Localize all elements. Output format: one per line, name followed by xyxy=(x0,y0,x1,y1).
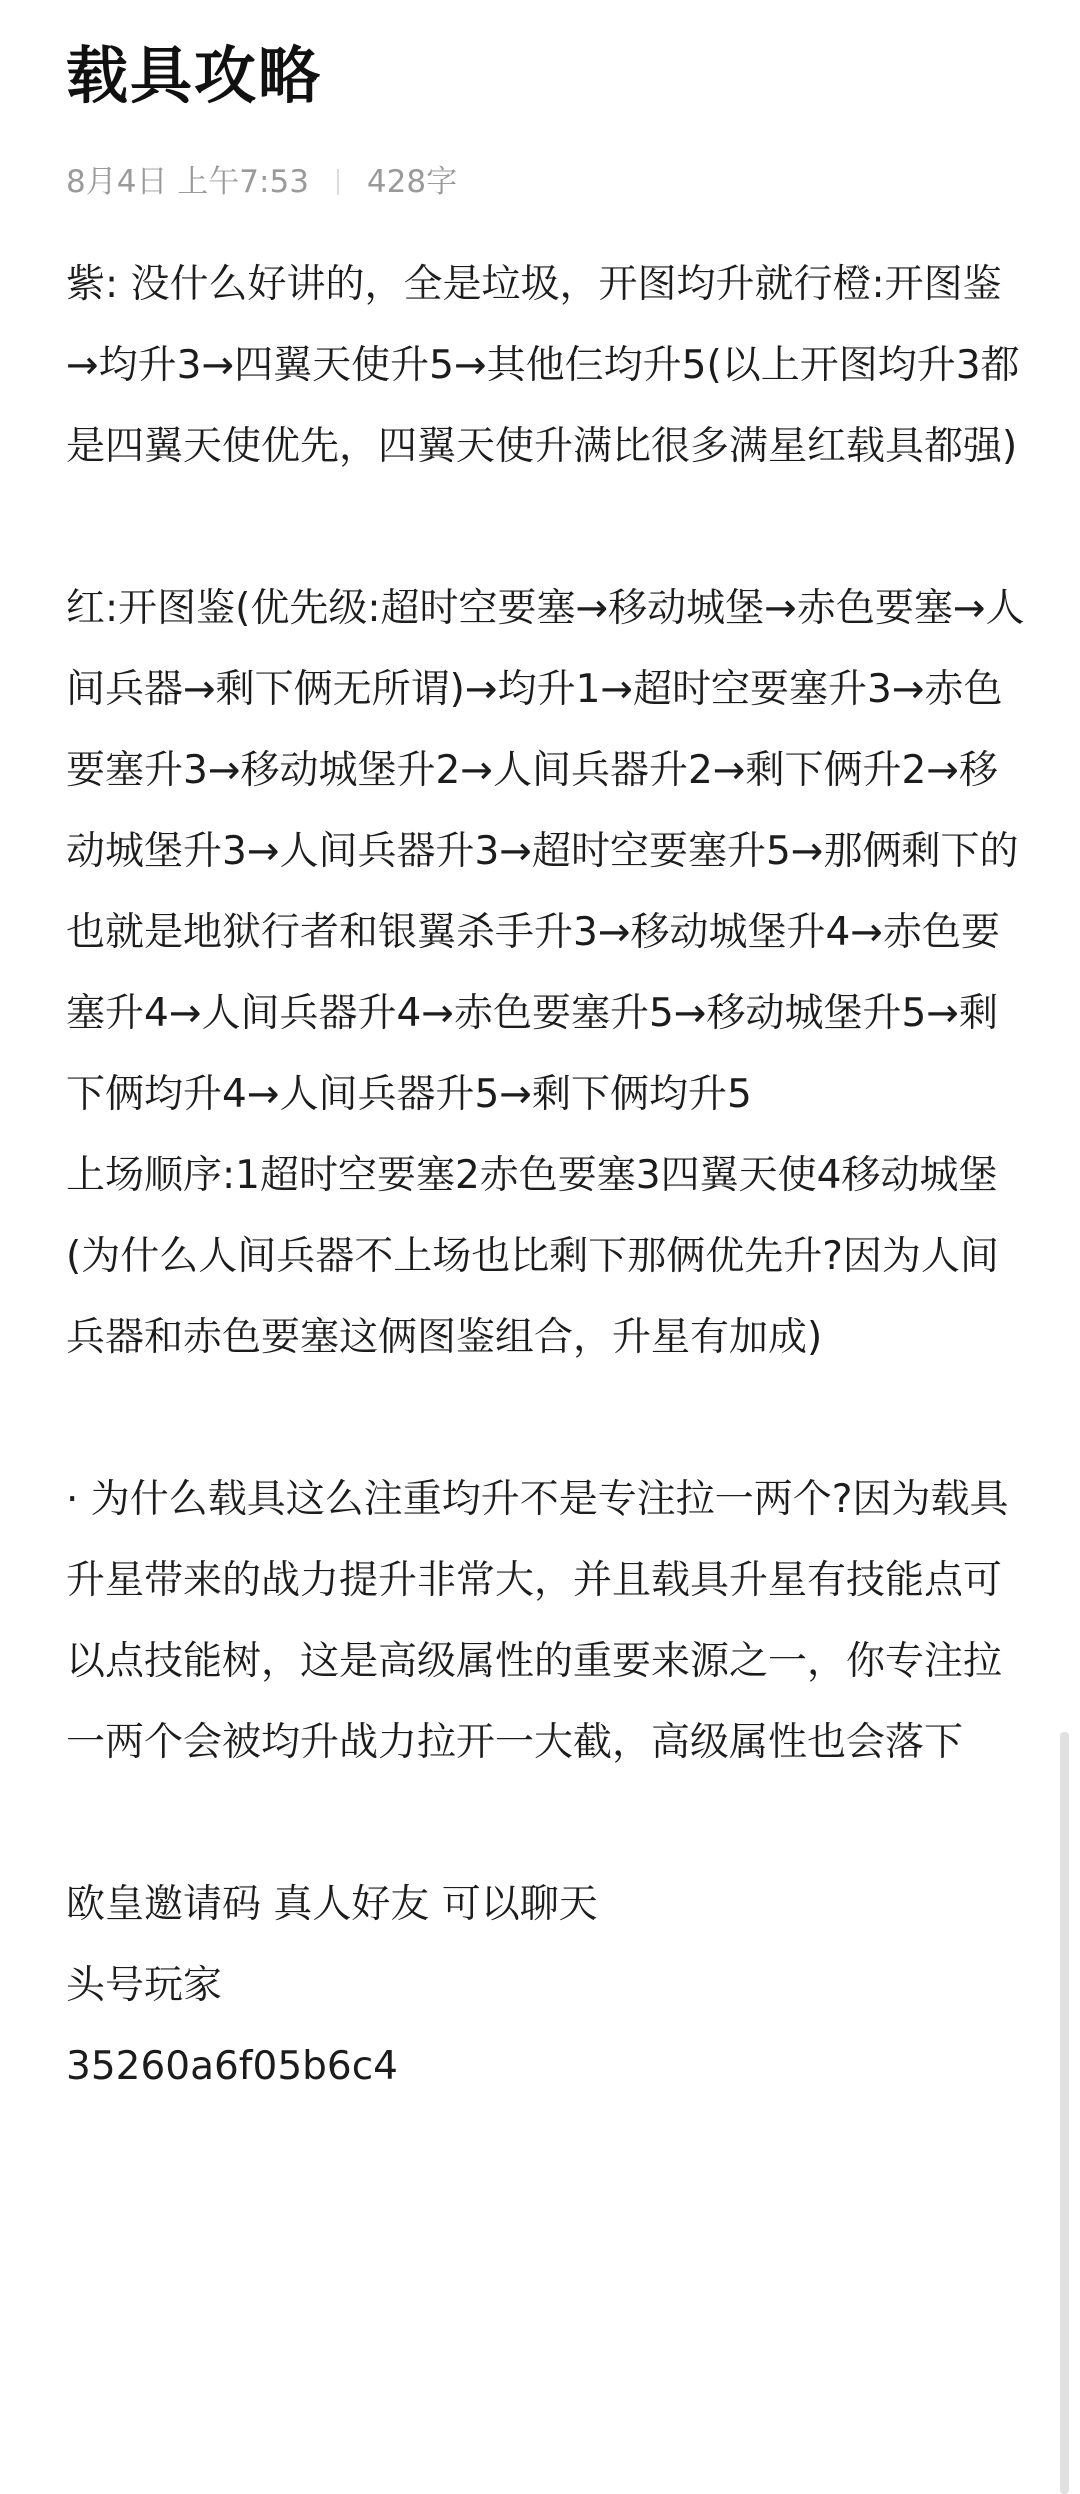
paragraph-why-even: · 为什么载具这么注重均升不是专注拉一两个?因为载具升星带来的战力提升非常大，并且载具升星有技能点可以点技能树，这是高级属性的重要来源之一，你专注拉一两个会被均升战力拉开一大截，高级属性也会落下 xyxy=(66,1477,1009,1765)
paragraph-invite-code: 35260a6f05b6c4 xyxy=(66,2044,398,2089)
paragraph-invite: 欧皇邀请码 真人好友 可以聊天 xyxy=(66,1882,598,1927)
note-meta xyxy=(66,162,1026,202)
note-word-count: 428字 xyxy=(366,164,458,200)
blank-line xyxy=(66,487,1026,568)
note-title: 载具攻略 xyxy=(66,39,323,112)
scrollbar[interactable] xyxy=(1060,1732,1069,2494)
blank-line xyxy=(66,1783,1026,1864)
paragraph-lineup: 上场顺序:1超时空要塞2赤色要塞3四翼天使4移动城堡 (为什么人间兵器不上场也比剩下那俩优先升?因为人间兵器和赤色要塞这俩图鉴组合，升星有加成) xyxy=(66,1153,1010,1360)
note-body[interactable] xyxy=(66,244,1026,2107)
paragraph-red: 红:开图鉴(优先级:超时空要塞→移动城堡→赤色要塞→人间兵器→剩下俩无所谓)→均升1→超时空要塞升3→赤色要塞升3→移动城堡升2→人间兵器升2→剩下俩升2→移动城堡升3→人间兵器升3→超时空要塞升5→那俩剩下的也就是地狱行者和银翼杀手升3→移动城堡升4→赤色要塞升4→人间兵器升4→赤色要塞升5→移动城堡升5→剩下俩均升4→人间兵器升5→剩下俩均升5 xyxy=(66,586,1025,1117)
note-date: 8月4日 上午7:53 xyxy=(66,164,309,200)
blank-line xyxy=(66,1378,1026,1459)
note-container xyxy=(66,0,1026,2107)
paragraph-game-name: 头号玩家 xyxy=(66,1963,223,2008)
paragraph-purple-orange: 紫: 没什么好讲的，全是垃圾，开图均升就行橙:开图鉴→均升3→四翼天使升5→其他仨均升5(以上开图均升3都是四翼天使优先，四翼天使升满比很多满星红载具都强) xyxy=(66,262,1020,469)
meta-divider xyxy=(337,169,339,195)
